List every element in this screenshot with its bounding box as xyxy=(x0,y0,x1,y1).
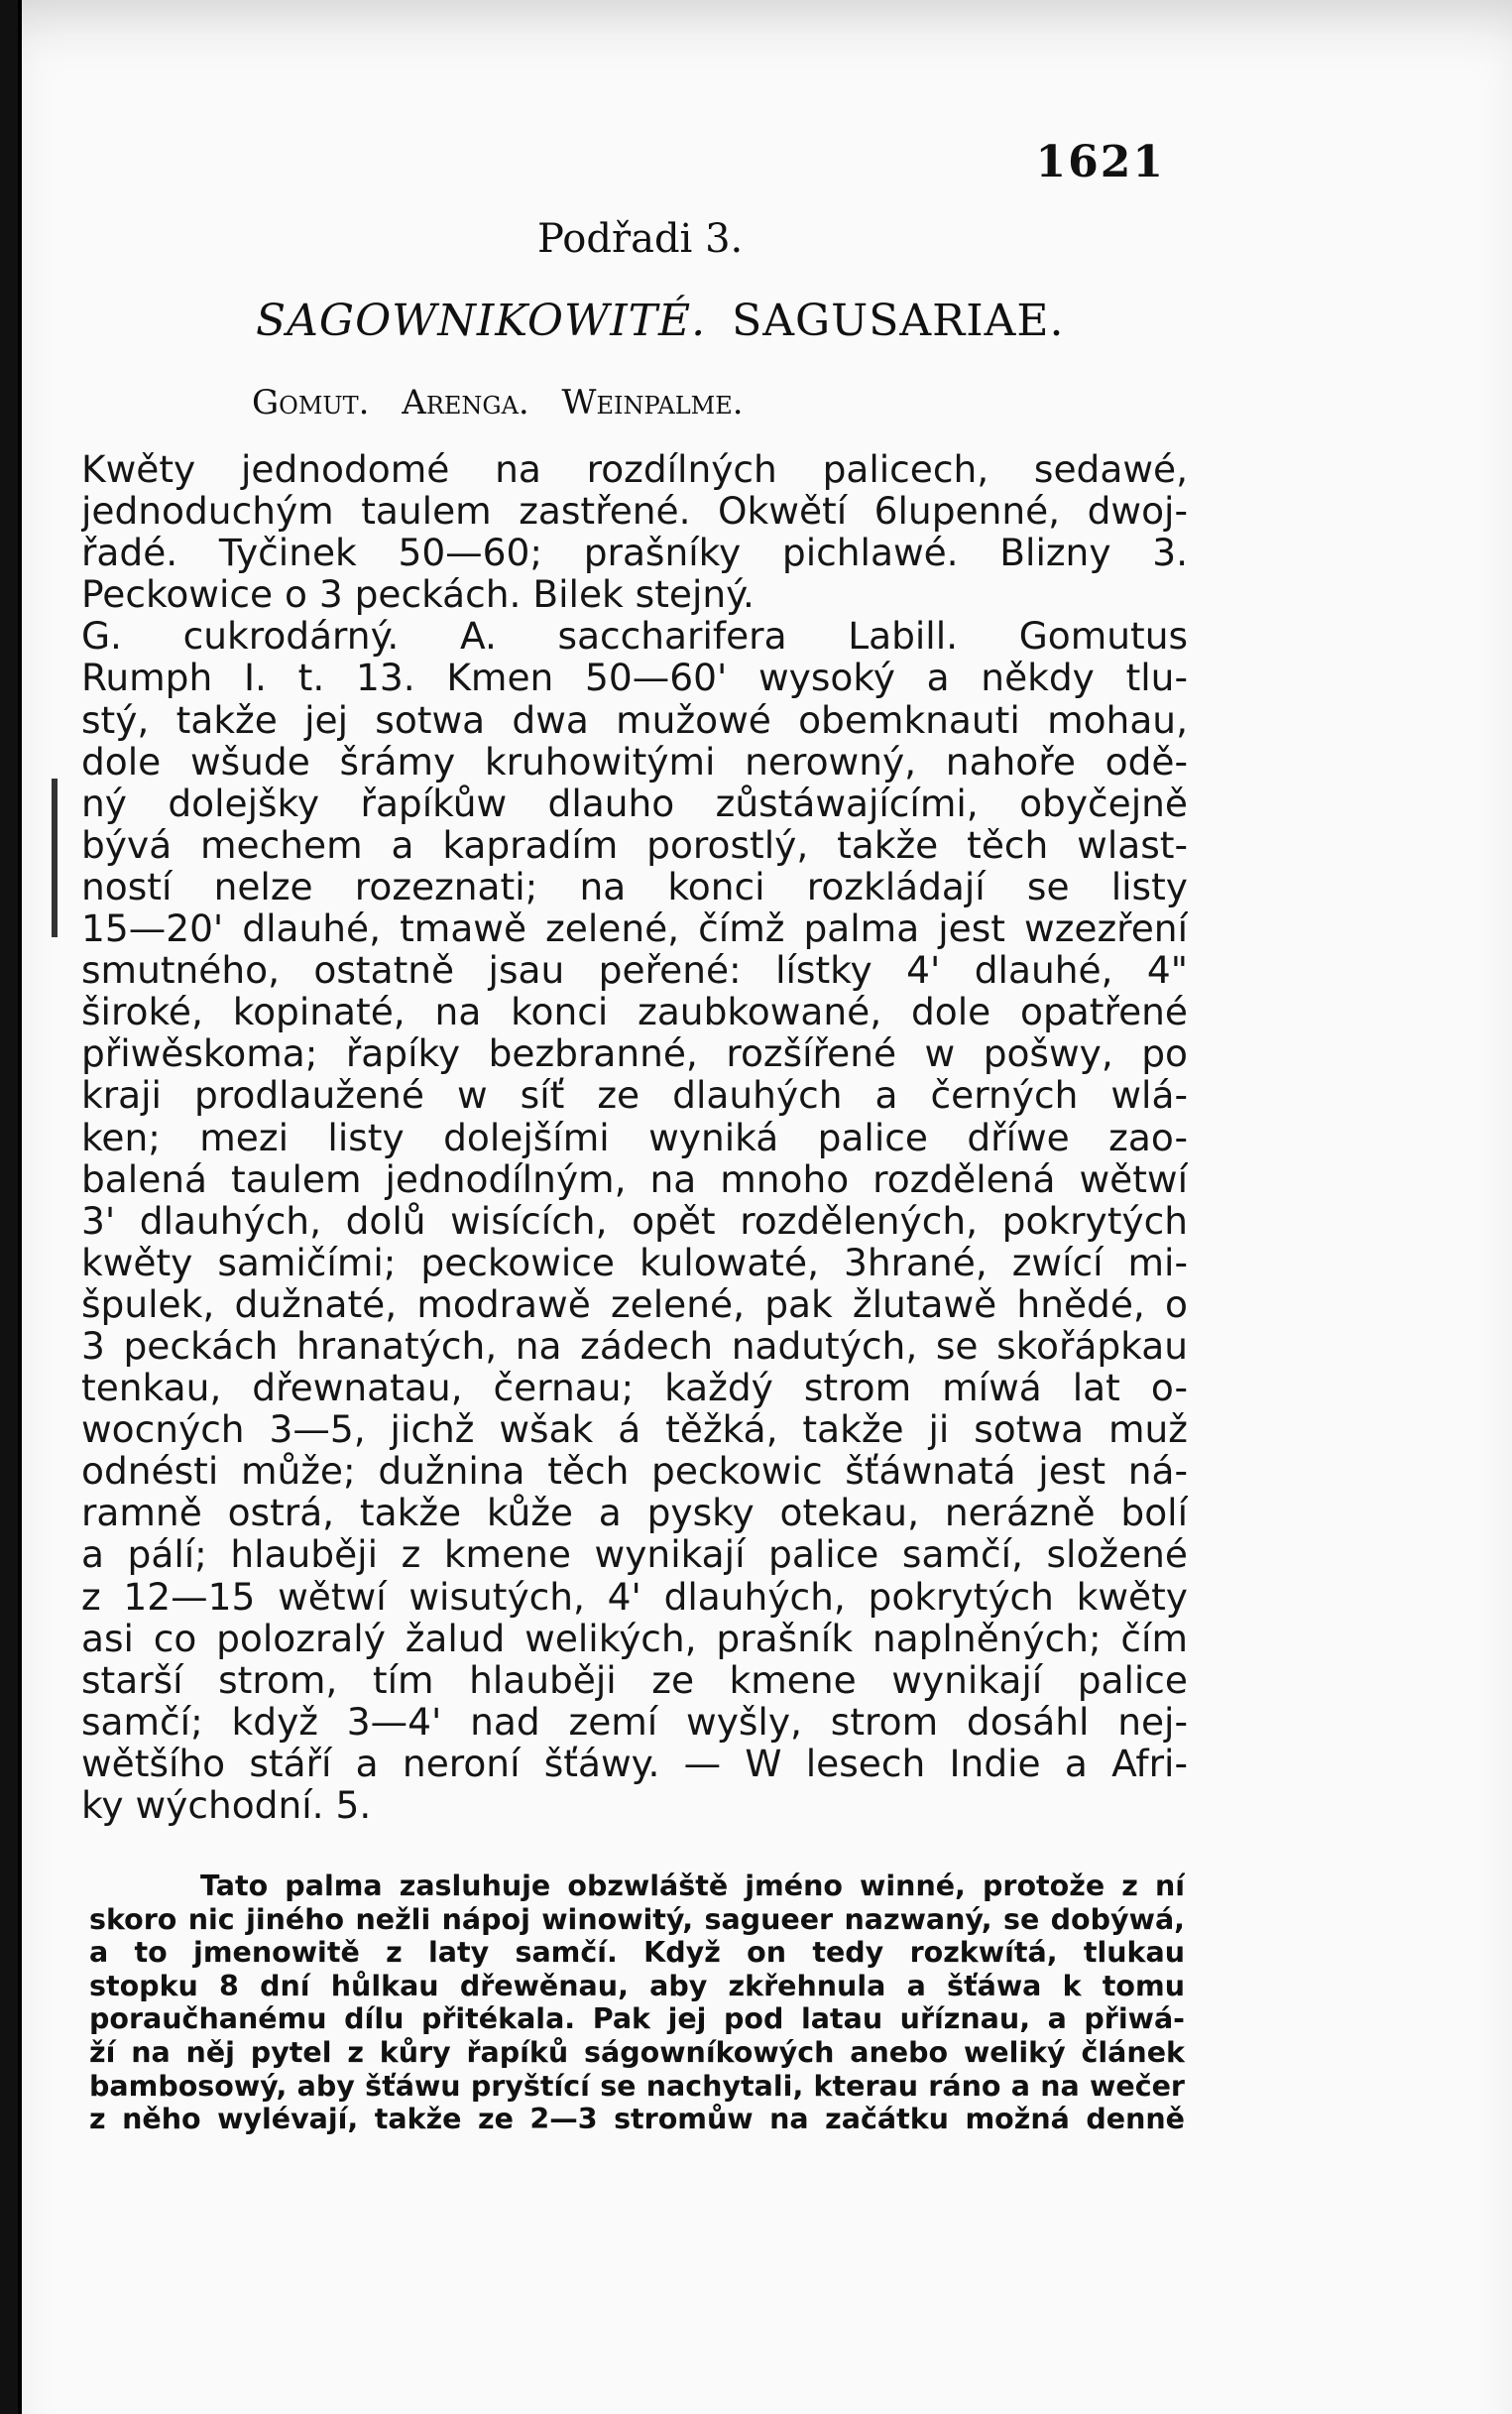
body-text-line: ky wýchodní. 5. xyxy=(81,1784,372,1827)
body-text-line: 3' dlauhých, dolů wisících, opět rozdělených, pokrytých xyxy=(81,1199,1188,1242)
subsection-heading: Podřadi 3. xyxy=(537,216,744,262)
family-latin-name: SAGUSARIAE. xyxy=(732,296,1065,346)
body-text-line: Rumph I. t. 13. Kmen 50—60' wysoký a někdy tlu- xyxy=(81,657,1188,699)
body-text-line: jednoduchým taulem zastřené. Okwětí 6lupenné, dwoj- xyxy=(81,490,1188,533)
body-text-line: balená taulem jednodílným, na mnoho rozdělená wětwí xyxy=(81,1157,1188,1200)
body-text-line: samčí; když 3—4' nad zemí wyšly, strom dosáhl nej- xyxy=(81,1700,1188,1743)
body-text-line: Kwěty jednodomé na rozdílných palicech, sedawé, xyxy=(81,448,1188,491)
body-text-line: asi co polozralý žalud welikých, prašník naplněných; čím xyxy=(81,1617,1188,1659)
body-text-line: odnésti může; dužnina těch peckowic šťáwnatá jest ná- xyxy=(81,1450,1188,1493)
body-text-line: bývá mechem a kapradím porostlý, takže těch wlast- xyxy=(81,823,1188,866)
body-text-line: ností nelze rozeznati; na konci rozkládají se listy xyxy=(81,865,1188,908)
family-czech-name: SAGOWNIKOWITÉ. xyxy=(256,296,707,346)
footnote-text-line: stopku 8 dní hůlkau dřewěnau, aby zkřehnula a šťáwa k tomu xyxy=(89,1969,1185,2002)
footnote-text-line: ží na něj pytel z kůry řapíků ságowníkowých anebo weliký článek xyxy=(89,2035,1185,2069)
footnote-text-line: bambosowý, aby šťáwu pryštící se nachytali, kterau ráno a na wečer xyxy=(89,2069,1185,2103)
body-text-line: řadé. Tyčinek 50—60; prašníky pichlawé. Blizny 3. xyxy=(81,532,1188,574)
footnote-text-line: z něho wylévají, takže ze 2—3 stromůw na začátku možná denně xyxy=(89,2103,1185,2136)
genus-heading: Gomut. Arenga. Weinpalme. xyxy=(252,383,744,422)
body-text-line: starší strom, tím hlauběji ze kmene wynikají palice xyxy=(81,1658,1188,1701)
body-text-line: a pálí; hlauběji z kmene wynikají palice samčí, složené xyxy=(81,1533,1188,1576)
page-number: 1621 xyxy=(1035,137,1165,187)
body-text-line: wocných 3—5, jichž wšak á těžká, takže ji sotwa muž xyxy=(81,1408,1188,1451)
body-text-line: 3 peckách hranatých, na zádech nadutých, se skořápkau xyxy=(81,1324,1188,1368)
body-text-line: přiwěskoma; řapíky bezbranné, rozšířené w pošwy, po xyxy=(81,1032,1188,1075)
scan-edge-shadow xyxy=(0,0,18,2414)
body-text-line: špulek, dužnaté, modrawě zelené, pak žlutawě hnědé, o xyxy=(81,1282,1188,1325)
footnote-text-line: skoro nic jiného nežli nápoj winowitý, sagueer nazwaný, se dobýwá, xyxy=(89,1902,1185,1936)
footnote-paragraph xyxy=(89,1870,1185,2136)
margin-mark xyxy=(52,779,58,937)
book-page xyxy=(22,0,1512,2414)
body-paragraph xyxy=(81,448,1188,1826)
body-text-line: z 12—15 wětwí wisutých, 4' dlauhých, pokrytých kwěty xyxy=(81,1575,1188,1618)
body-text-line: 15—20' dlauhé, tmawě zelené, čímž palma jest wzezření xyxy=(81,907,1188,950)
body-text-line: ný dolejšky řapíkůw dlauho zůstáwajícími, obyčejně xyxy=(81,782,1188,824)
body-text-line: wětšího stáří a neroní šťáwy. — W lesech Indie a Afri- xyxy=(81,1742,1188,1784)
footnote-text-line: a to jmenowitě z laty samčí. Když on tedy rozkwítá, tlukau xyxy=(89,1936,1185,1970)
body-text-line: Peckowice o 3 peckách. Bilek stejný. xyxy=(81,573,755,616)
body-text-line: G. cukrodárný. A. saccharifera Labill. Gomutus xyxy=(81,615,1188,658)
body-text-line: široké, kopinaté, na konci zaubkowané, dole opatřené xyxy=(81,991,1188,1033)
body-text-line: stý, takže jej sotwa dwa mužowé obemknauti mohau, xyxy=(81,698,1188,741)
footnote-text-line: Tato palma zasluhuje obzwláště jméno winné, protože z ní xyxy=(200,1870,1185,1902)
footnote-text-line: poraučhanému dílu přitékala. Pak jej pod latau uříznau, a přiwá- xyxy=(89,2002,1185,2036)
body-text-line: dole wšude šrámy kruhowitými nerowný, nahoře odě- xyxy=(81,740,1188,783)
body-text-line: kraji prodlaužené w síť ze dlauhých a černých wlá- xyxy=(81,1074,1188,1117)
body-text-line: tenkau, dřewnatau, černau; každý strom míwá lat o- xyxy=(81,1367,1188,1409)
body-text-line: smutného, ostatně jsau peřené: lístky 4' dlauhé, 4" xyxy=(81,949,1188,992)
body-text-line: ken; mezi listy dolejšími wyniká palice dříwe zao- xyxy=(81,1116,1188,1158)
family-heading xyxy=(256,296,1065,346)
body-text-line: ramně ostrá, takže kůže a pysky otekau, nerázně bolí xyxy=(81,1492,1188,1534)
body-text-line: kwěty samičími; peckowice kulowaté, 3hrané, zwící mi- xyxy=(81,1241,1188,1283)
